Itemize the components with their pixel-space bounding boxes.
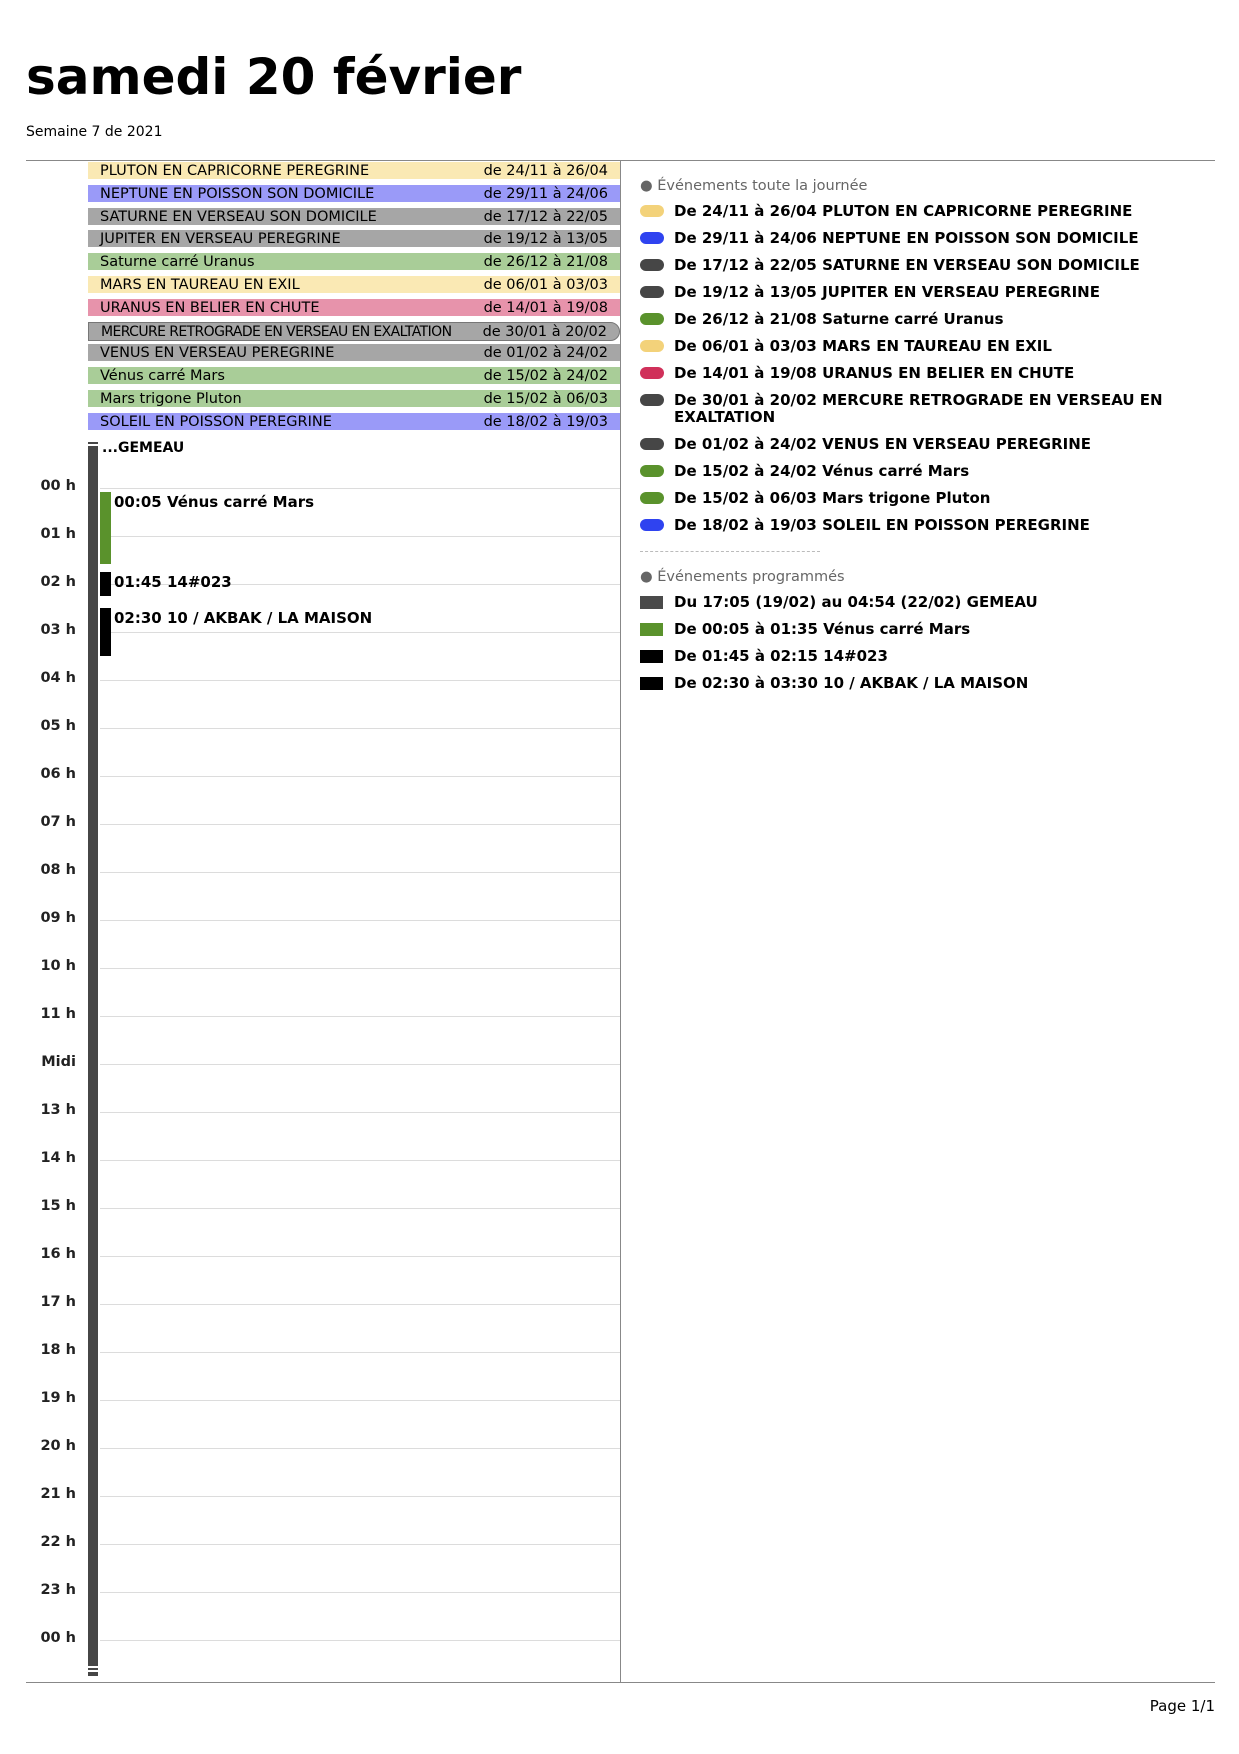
legend-item-text: De 00:05 à 01:35 Vénus carré Mars <box>674 620 971 638</box>
legend-item-text: De 19/12 à 13/05 JUPITER EN VERSEAU PEREGRINE <box>674 283 1100 301</box>
hour-label: 17 h <box>40 1294 76 1310</box>
hour-label: 23 h <box>40 1582 76 1598</box>
legend-color-swatch <box>640 286 664 298</box>
allday-event-bar[interactable] <box>88 185 620 204</box>
hour-gridline <box>100 1160 620 1161</box>
allday-event-name: NEPTUNE EN POISSON SON DOMICILE <box>100 185 375 202</box>
hour-label: 07 h <box>40 814 76 830</box>
gemeau-bar-stripe <box>88 1666 98 1668</box>
hour-label: 06 h <box>40 766 76 782</box>
hour-label: 09 h <box>40 910 76 926</box>
timed-event-label: 00:05 Vénus carré Mars <box>114 492 315 511</box>
gemeau-event-bar[interactable] <box>88 440 98 1676</box>
allday-event-dates: de 26/12 à 21/08 <box>483 254 608 271</box>
legend-color-swatch <box>640 438 664 450</box>
hour-label: 00 h <box>40 478 76 494</box>
allday-event-name: SOLEIL EN POISSON PEREGRINE <box>100 413 332 430</box>
hour-gridline <box>100 1064 620 1065</box>
hour-label: 14 h <box>40 1150 76 1166</box>
hour-gridline <box>100 1544 620 1545</box>
legend-color-swatch <box>640 313 664 325</box>
timed-event-block[interactable] <box>100 572 111 596</box>
hour-gridline <box>100 1016 620 1017</box>
hour-gridline <box>100 1640 620 1641</box>
legend-color-swatch <box>640 259 664 271</box>
hour-gridline <box>100 680 620 681</box>
hour-label: 02 h <box>40 574 76 590</box>
legend-color-swatch <box>640 492 664 504</box>
hour-label: 18 h <box>40 1342 76 1358</box>
legend-item-text: Du 17:05 (19/02) au 04:54 (22/02) GEMEAU <box>674 593 1038 611</box>
legend-item-text: De 02:30 à 03:30 10 / AKBAK / LA MAISON <box>674 674 1029 692</box>
allday-event-dates: de 30/01 à 20/02 <box>482 323 607 340</box>
hour-gridline <box>100 536 620 537</box>
allday-event-name: PLUTON EN CAPRICORNE PEREGRINE <box>100 163 370 179</box>
legend-item-text: De 14/01 à 19/08 URANUS EN BELIER EN CHUTE <box>674 364 1075 382</box>
legend-item-text: De 29/11 à 24/06 NEPTUNE EN POISSON SON DOMICILE <box>674 229 1139 247</box>
hour-label: 08 h <box>40 862 76 878</box>
hour-gridline <box>100 824 620 825</box>
allday-event-dates: de 17/12 à 22/05 <box>483 208 608 225</box>
column-divider <box>620 160 621 1682</box>
hour-label: Midi <box>41 1054 76 1070</box>
allday-event-bar[interactable] <box>88 162 620 181</box>
hour-gridline <box>100 776 620 777</box>
allday-event-bar[interactable] <box>88 322 620 341</box>
timed-event-label: 01:45 14#023 <box>114 573 232 591</box>
hour-gridline <box>100 872 620 873</box>
allday-event-dates: de 14/01 à 19/08 <box>483 299 608 316</box>
allday-event-bar[interactable] <box>88 413 620 432</box>
legend-color-swatch <box>640 623 663 636</box>
hour-label: 01 h <box>40 526 76 542</box>
timed-event-block[interactable] <box>100 492 111 564</box>
legend-item-text: De 06/01 à 03/03 MARS EN TAUREAU EN EXIL <box>674 337 1052 355</box>
hour-gridline <box>100 1400 620 1401</box>
allday-event-name: MARS EN TAUREAU EN EXIL <box>100 277 300 293</box>
legend-color-swatch <box>640 596 663 609</box>
hour-gridline <box>100 728 620 729</box>
timed-event-label: 02:30 10 / AKBAK / LA MAISON <box>114 609 373 627</box>
hour-label: 11 h <box>40 1006 76 1022</box>
gemeau-bar-stripe <box>88 444 98 446</box>
allday-legend-heading: ● Événements toute la journée <box>640 178 868 194</box>
hour-gridline <box>100 1448 620 1449</box>
page-title: samedi 20 février <box>26 48 522 106</box>
hour-label: 15 h <box>40 1198 76 1214</box>
legend-item-text: De 01:45 à 02:15 14#023 <box>674 647 888 665</box>
allday-event-bar[interactable] <box>88 230 620 249</box>
legend-item-text: De 18/02 à 19/03 SOLEIL EN POISSON PEREGRINE <box>674 516 1090 534</box>
allday-event-name: URANUS EN BELIER EN CHUTE <box>100 299 320 316</box>
allday-event-dates: de 01/02 à 24/02 <box>483 345 608 362</box>
hour-label: 21 h <box>40 1486 76 1502</box>
hour-gridline <box>100 968 620 969</box>
hour-label: 05 h <box>40 718 76 734</box>
allday-event-name: VENUS EN VERSEAU PEREGRINE <box>100 345 335 362</box>
allday-event-name: Mars trigone Pluton <box>100 391 242 407</box>
allday-event-name: SATURNE EN VERSEAU SON DOMICILE <box>100 208 377 225</box>
allday-event-bar[interactable] <box>88 367 620 386</box>
hour-gridline <box>100 1304 620 1305</box>
allday-event-dates: de 15/02 à 24/02 <box>483 368 608 385</box>
legend-color-swatch <box>640 367 664 379</box>
legend-item-text: De 26/12 à 21/08 Saturne carré Uranus <box>674 310 1004 328</box>
allday-event-bar[interactable] <box>88 253 620 272</box>
allday-event-bar[interactable] <box>88 276 620 295</box>
allday-event-bar[interactable] <box>88 299 620 318</box>
allday-event-name: Vénus carré Mars <box>100 368 225 385</box>
allday-event-dates: de 24/11 à 26/04 <box>483 163 608 179</box>
timed-legend-heading: ● Événements programmés <box>640 569 845 585</box>
hour-gridline <box>100 1112 620 1113</box>
hour-label: 03 h <box>40 622 76 638</box>
allday-event-name: Saturne carré Uranus <box>100 254 255 271</box>
legend-color-swatch <box>640 519 664 531</box>
legend-color-swatch <box>640 677 663 690</box>
hour-gridline <box>100 1352 620 1353</box>
hour-label: 13 h <box>40 1102 76 1118</box>
hour-gridline <box>100 920 620 921</box>
allday-event-name: MERCURE RETROGRADE EN VERSEAU EN EXALTATION <box>101 323 452 340</box>
hour-gridline <box>100 1592 620 1593</box>
legend-item-text: De 15/02 à 06/03 Mars trigone Pluton <box>674 489 991 507</box>
hour-label: 04 h <box>40 670 76 686</box>
legend-item-text: De 01/02 à 24/02 VENUS EN VERSEAU PEREGRINE <box>674 435 1092 453</box>
hour-gridline <box>100 632 620 633</box>
allday-event-name: JUPITER EN VERSEAU PEREGRINE <box>100 231 341 248</box>
hour-label: 20 h <box>40 1438 76 1454</box>
hour-gridline <box>100 1496 620 1497</box>
hour-label: 16 h <box>40 1246 76 1262</box>
legend-color-swatch <box>640 205 664 217</box>
allday-event-bar[interactable] <box>88 344 620 363</box>
legend-color-swatch <box>640 232 664 244</box>
hour-label: 00 h <box>40 1630 76 1646</box>
allday-event-dates: de 19/12 à 13/05 <box>483 231 608 248</box>
hour-label: 22 h <box>40 1534 76 1550</box>
legend-item-text: De 15/02 à 24/02 Vénus carré Mars <box>674 462 970 480</box>
allday-event-dates: de 29/11 à 24/06 <box>483 185 608 202</box>
legend-color-swatch <box>640 394 664 406</box>
legend-separator <box>640 551 820 552</box>
hour-gridline <box>100 1256 620 1257</box>
allday-event-bar[interactable] <box>88 390 620 409</box>
legend-item-text: De 30/01 à 20/02 MERCURE RETROGRADE EN VERSEAU EN EXALTATION <box>674 391 1163 426</box>
allday-event-bar[interactable] <box>88 208 620 227</box>
bottom-divider <box>26 1682 1215 1683</box>
allday-event-dates: de 15/02 à 06/03 <box>483 391 608 407</box>
allday-event-dates: de 18/02 à 19/03 <box>483 413 608 430</box>
legend-color-swatch <box>640 650 663 663</box>
legend-color-swatch <box>640 465 664 477</box>
hour-gridline <box>100 1208 620 1209</box>
timed-event-block[interactable] <box>100 608 111 656</box>
allday-event-dates: de 06/01 à 03/03 <box>483 277 608 293</box>
legend-item-text: De 24/11 à 26/04 PLUTON EN CAPRICORNE PEREGRINE <box>674 202 1133 220</box>
legend-item-text: De 17/12 à 22/05 SATURNE EN VERSEAU SON DOMICILE <box>674 256 1140 274</box>
hour-label: 10 h <box>40 958 76 974</box>
page-number: Page 1/1 <box>1149 1697 1215 1715</box>
week-subtitle: Semaine 7 de 2021 <box>26 124 163 140</box>
gemeau-bar-stripe <box>88 440 98 442</box>
legend-color-swatch <box>640 340 664 352</box>
gemeau-bar-stripe <box>88 1670 98 1672</box>
gemeau-event-label: ...GEMEAU <box>102 440 185 456</box>
hour-label: 19 h <box>40 1390 76 1406</box>
hour-gridline <box>100 488 620 489</box>
